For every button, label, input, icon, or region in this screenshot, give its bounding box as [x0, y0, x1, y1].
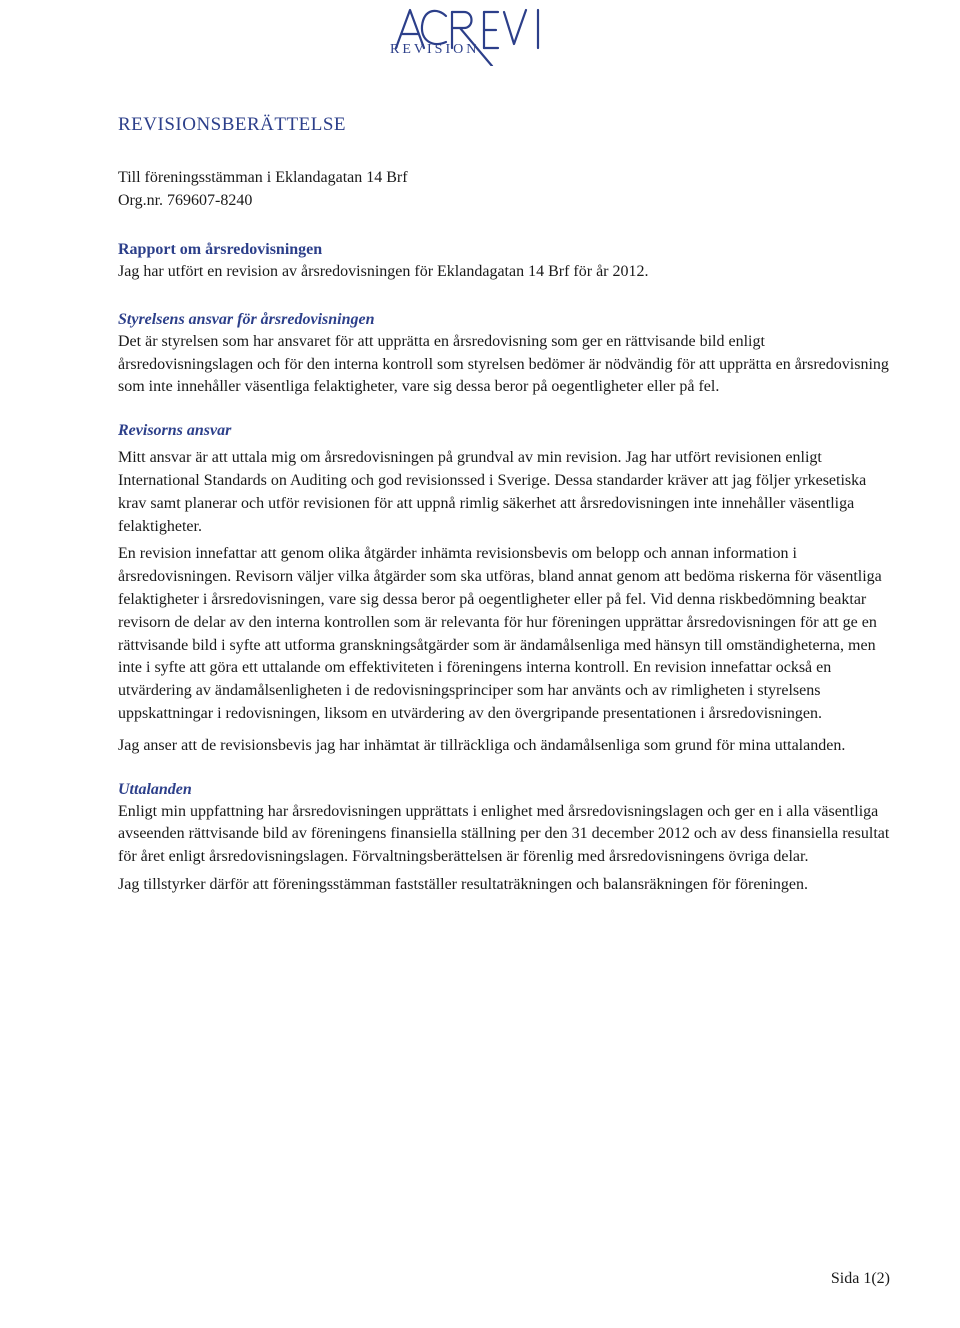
- revisorn-heading: Revisorns ansvar: [118, 422, 232, 440]
- section-rapport: [118, 238, 898, 284]
- addressee-line: Till föreningsstämman i Eklandagatan 14 Brf: [118, 169, 408, 186]
- uttalanden-paragraph-2: Jag tillstyrker därför att föreningsstämman fastställer resultaträkningen och balansräkningen för föreningen.: [118, 875, 808, 893]
- section-revisorn: [118, 419, 898, 757]
- logo-subtext: REVISION: [390, 42, 480, 57]
- revisorn-paragraph-2: En revision innefattar att genom olika åtgärder inhämta revisionsbevis om belopp och annan information i årsredovisningen. Revisorn väljer vilka åtgärder som ska utföras, bland annat genom att bedöma riskerna för väsentliga felaktigheter i årsredovisningen, vare sig dessa beror på oegentligheter eller på fel. Vid denna riskbedömning beaktar revisorn de delar av den interna kontrollen som är relevanta för hur föreningen upprättar årsredovisningen för att ge en rättvisande bild i syfte att utforma granskningsåtgärder som är ändamålsenliga med hänsyn till omständigheterna, men inte i syfte att göra ett uttalande om effektiviteten i föreningens interna kontroll. En revision innefattar också en utvärdering av ändamålsenligheten i de redovisningsprinciper som har använts och av rimligheten i styrelsens uppskattningar i redovisningen, liksom en utvärdering av den övergripande presentationen i årsredovisningen.: [118, 545, 882, 722]
- document-title: REVISIONSBERÄTTELSE: [118, 114, 346, 135]
- revisorn-paragraph-1: Mitt ansvar är att uttala mig om årsredovisningen på grundval av min revision. Jag har utfört revisionen enligt International Standards on Auditing och god revisionssed i Sverige. Dessa standarder kräver att jag följer yrkesetiska krav samt planerar och utför revisionen för att uppnå rimlig säkerhet att årsredovisningen inte innehåller väsentliga felaktigheter.: [118, 449, 867, 535]
- styrelsen-heading: Styrelsens ansvar för årsredovisningen: [118, 310, 375, 328]
- revisorn-paragraph-3: Jag anser att de revisionsbevis jag har inhämtat är tillräckliga och ändamålsenliga som grund för mina uttalanden.: [118, 736, 846, 754]
- document-body: [118, 114, 898, 897]
- rapport-text: Jag har utfört en revision av årsredovisningen för Eklandagatan 14 Brf för år 2012.: [118, 263, 649, 280]
- section-uttalanden: [118, 778, 898, 897]
- company-logo: [388, 4, 558, 66]
- org-number: Org.nr. 769607-8240: [118, 192, 253, 209]
- page-number: Sida 1(2): [830, 1270, 890, 1287]
- addressee-block: [118, 166, 898, 212]
- rapport-heading: Rapport om årsredovisningen: [118, 241, 323, 258]
- section-styrelsen: [118, 308, 898, 399]
- uttalanden-heading: Uttalanden: [118, 780, 192, 798]
- uttalanden-paragraph-1: Enligt min uppfattning har årsredovisningen upprättats i enlighet med årsredovisningslagen och ger en i alla väsentliga avseenden rättvisande bild av föreningens finansiella ställning per den 31 december 2012 och av dess finansiella resultat för året enligt årsredovisningslagen. Förvaltningsberättelsen är förenlig med årsredovisningens övriga delar.: [118, 802, 890, 866]
- styrelsen-text: Det är styrelsen som har ansvaret för att upprätta en årsredovisning som ger en rättvisande bild enligt årsredovisningslagen och för den interna kontroll som styrelsen bedömer är nödvändig för att upprätta en årsredovisning som inte innehåller väsentliga felaktigheter, vare sig dessa beror på oegentligheter eller på fel.: [118, 332, 889, 396]
